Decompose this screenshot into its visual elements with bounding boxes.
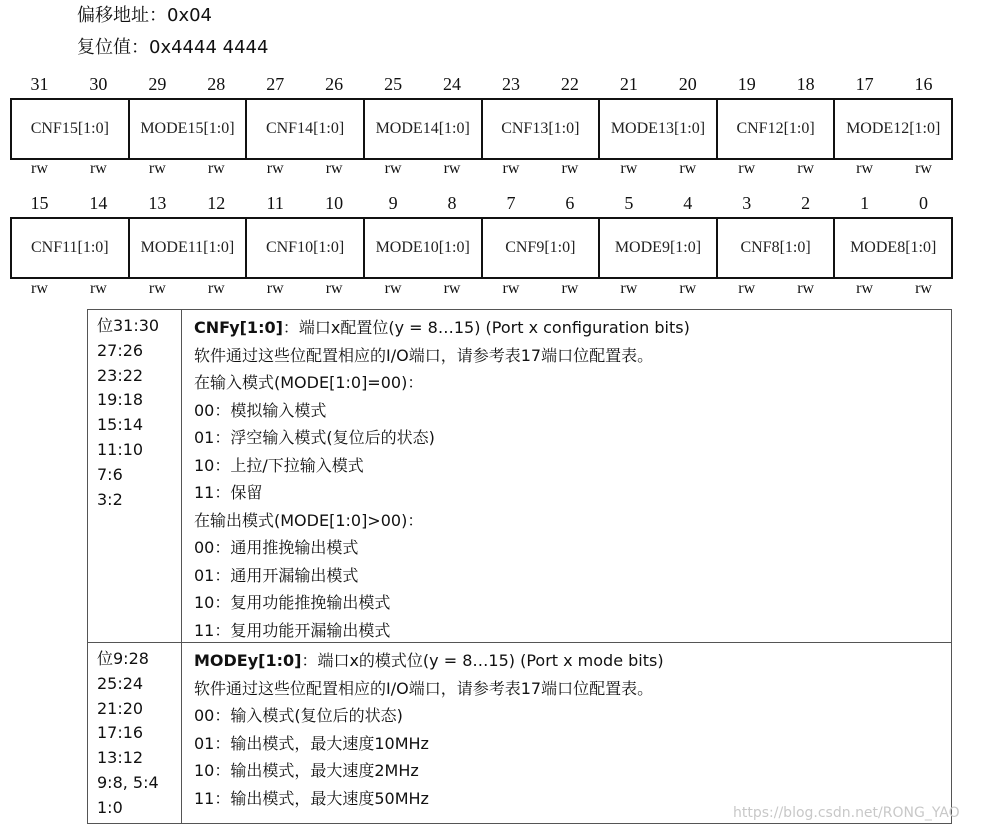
cnf-title-desc: ：端口x配置位(y = 8…15) (Port x configuration bits)	[282, 318, 690, 337]
bit-number: 13	[148, 193, 167, 213]
access-type: rw	[266, 160, 284, 177]
bit-range: 9:8, 5:4	[97, 772, 159, 792]
mode-title	[194, 647, 945, 675]
access-type: rw	[561, 160, 579, 177]
register-field: CNF10[1:0]	[247, 219, 365, 277]
bit-description-table	[87, 309, 952, 824]
bit-range: 7:6	[97, 464, 123, 484]
watermark: https://blog.csdn.net/RONG_YAO	[733, 805, 960, 821]
mode-description-text	[194, 647, 945, 812]
reset-value: 复位值：0x4444 4444	[77, 37, 269, 58]
bit-number: 3	[742, 193, 752, 213]
access-type: rw	[443, 160, 461, 177]
bit-number: 24	[443, 74, 462, 94]
register-field: CNF13[1:0]	[483, 100, 601, 158]
register-field: MODE13[1:0]	[600, 100, 718, 158]
bit-range: 21:20	[97, 698, 144, 718]
register-field: MODE9[1:0]	[600, 219, 718, 277]
access-type: rw	[502, 280, 520, 297]
access-type: rw	[89, 280, 107, 297]
bit-number: 2	[801, 193, 811, 213]
description-line: 10：复用功能推挽输出模式	[194, 593, 391, 612]
access-type: rw	[443, 280, 461, 297]
bit-number: 15	[30, 193, 49, 213]
bit-number: 7	[506, 193, 516, 213]
bit-number: 23	[501, 74, 520, 94]
bit-range: 19:18	[97, 390, 144, 410]
bit-range: 13:12	[97, 748, 144, 768]
cnf-title-field: CNFy[1:0]	[194, 318, 283, 337]
register-field: CNF8[1:0]	[718, 219, 836, 277]
lower-bit-numbers	[10, 192, 953, 214]
bit-number: 0	[919, 193, 929, 213]
access-type: rw	[679, 280, 697, 297]
bit-number: 1	[860, 193, 870, 213]
mode-description-row	[88, 642, 951, 824]
bit-number: 9	[388, 193, 398, 213]
cnf-bit-positions	[88, 310, 182, 642]
access-type: rw	[325, 160, 343, 177]
access-type: rw	[266, 280, 284, 297]
bit-range: 位9:28	[97, 649, 149, 668]
access-type: rw	[384, 280, 402, 297]
access-type: rw	[856, 160, 874, 177]
bit-number: 6	[565, 193, 575, 213]
bit-range: 15:14	[97, 415, 144, 435]
access-type: rw	[738, 280, 756, 297]
description-line: 11：输出模式，最大速度50MHz	[194, 788, 429, 808]
access-type: rw	[148, 160, 166, 177]
lower-field-row	[10, 217, 953, 279]
description-line: 11：保留	[194, 483, 263, 502]
access-type: rw	[679, 160, 697, 177]
bit-number: 22	[560, 74, 579, 94]
bit-range: 27:26	[97, 340, 144, 360]
bit-number: 19	[737, 74, 756, 94]
bit-number: 21	[619, 74, 638, 94]
description-line: 在输出模式(MODE[1:0]>00)：	[194, 510, 424, 530]
description-line: 10：上拉/下拉输入模式	[194, 455, 364, 475]
description-line: 10：输出模式，最大速度2MHz	[194, 761, 419, 780]
bit-number: 29	[148, 74, 167, 94]
access-type: rw	[561, 280, 579, 297]
description-line: 00：输入模式(复位后的状态)	[194, 706, 403, 725]
description-line: 软件通过这些位配置相应的I/O端口，请参考表17端口位配置表。	[194, 345, 654, 365]
upper-access-row	[10, 159, 953, 179]
bit-number: 11	[266, 193, 284, 213]
register-field: MODE11[1:0]	[130, 219, 248, 277]
access-type: rw	[620, 280, 638, 297]
register-field: CNF12[1:0]	[718, 100, 836, 158]
access-type: rw	[797, 280, 815, 297]
bit-number: 8	[447, 193, 457, 213]
bit-number: 10	[325, 193, 344, 213]
bit-number: 28	[207, 74, 226, 94]
bit-number: 27	[266, 74, 285, 94]
bit-number: 18	[796, 74, 815, 94]
bit-number: 31	[30, 74, 49, 94]
mode-title-desc: ：端口x的模式位(y = 8…15) (Port x mode bits)	[301, 651, 664, 670]
access-type: rw	[207, 160, 225, 177]
bit-number: 26	[325, 74, 344, 94]
mode-bit-positions	[88, 643, 182, 824]
bit-range: 3:2	[97, 489, 123, 509]
register-field: MODE15[1:0]	[130, 100, 248, 158]
bit-range: 23:22	[97, 365, 144, 385]
mode-title-field: MODEy[1:0]	[194, 651, 302, 670]
bit-number: 5	[624, 193, 634, 213]
access-type: rw	[325, 280, 343, 297]
register-field: CNF11[1:0]	[12, 219, 130, 277]
register-field: MODE12[1:0]	[835, 100, 953, 158]
upper-field-row	[10, 98, 953, 160]
access-type: rw	[31, 280, 48, 297]
bit-number: 20	[678, 74, 697, 94]
bit-range: 11:10	[97, 439, 144, 459]
access-type: rw	[384, 160, 402, 177]
description-line: 01：浮空输入模式(复位后的状态)	[194, 428, 435, 447]
bit-number: 25	[384, 74, 403, 94]
description-line: 11：复用功能开漏输出模式	[194, 620, 391, 640]
upper-bit-numbers	[10, 73, 953, 95]
access-type: rw	[915, 280, 932, 297]
access-type: rw	[797, 160, 815, 177]
access-type: rw	[207, 280, 225, 297]
access-type: rw	[620, 160, 638, 177]
register-field: MODE14[1:0]	[365, 100, 483, 158]
bit-number: 16	[914, 74, 933, 94]
bit-range: 位31:30	[97, 316, 160, 335]
cnf-title	[194, 314, 945, 342]
bit-number: 30	[89, 74, 108, 94]
register-field: CNF15[1:0]	[12, 100, 130, 158]
cnf-description-text	[194, 314, 945, 644]
bit-range: 25:24	[97, 673, 144, 693]
description-line: 01：通用开漏输出模式	[194, 565, 359, 585]
access-type: rw	[915, 160, 932, 177]
bit-range: 17:16	[97, 723, 144, 743]
register-field: MODE10[1:0]	[365, 219, 483, 277]
cnf-description-row	[88, 310, 951, 642]
register-field: CNF9[1:0]	[483, 219, 601, 277]
bit-range: 1:0	[97, 797, 123, 817]
bit-number: 4	[683, 193, 693, 213]
access-type: rw	[738, 160, 756, 177]
lower-access-row	[10, 279, 953, 299]
description-line: 软件通过这些位配置相应的I/O端口，请参考表17端口位配置表。	[194, 678, 654, 698]
offset-address: 偏移地址：0x04	[77, 5, 213, 26]
access-type: rw	[31, 160, 48, 177]
access-type: rw	[148, 280, 166, 297]
access-type: rw	[89, 160, 107, 177]
description-line: 00：模拟输入模式	[194, 400, 327, 420]
description-line: 00：通用推挽输出模式	[194, 538, 359, 557]
description-line: 01：输出模式，最大速度10MHz	[194, 733, 429, 753]
bit-number: 12	[207, 193, 226, 213]
register-field: MODE8[1:0]	[835, 219, 953, 277]
register-field: CNF14[1:0]	[247, 100, 365, 158]
access-type: rw	[856, 280, 874, 297]
bit-number: 14	[89, 193, 108, 213]
description-line: 在输入模式(MODE[1:0]=00)：	[194, 373, 424, 392]
access-type: rw	[502, 160, 520, 177]
bit-number: 17	[855, 74, 874, 94]
